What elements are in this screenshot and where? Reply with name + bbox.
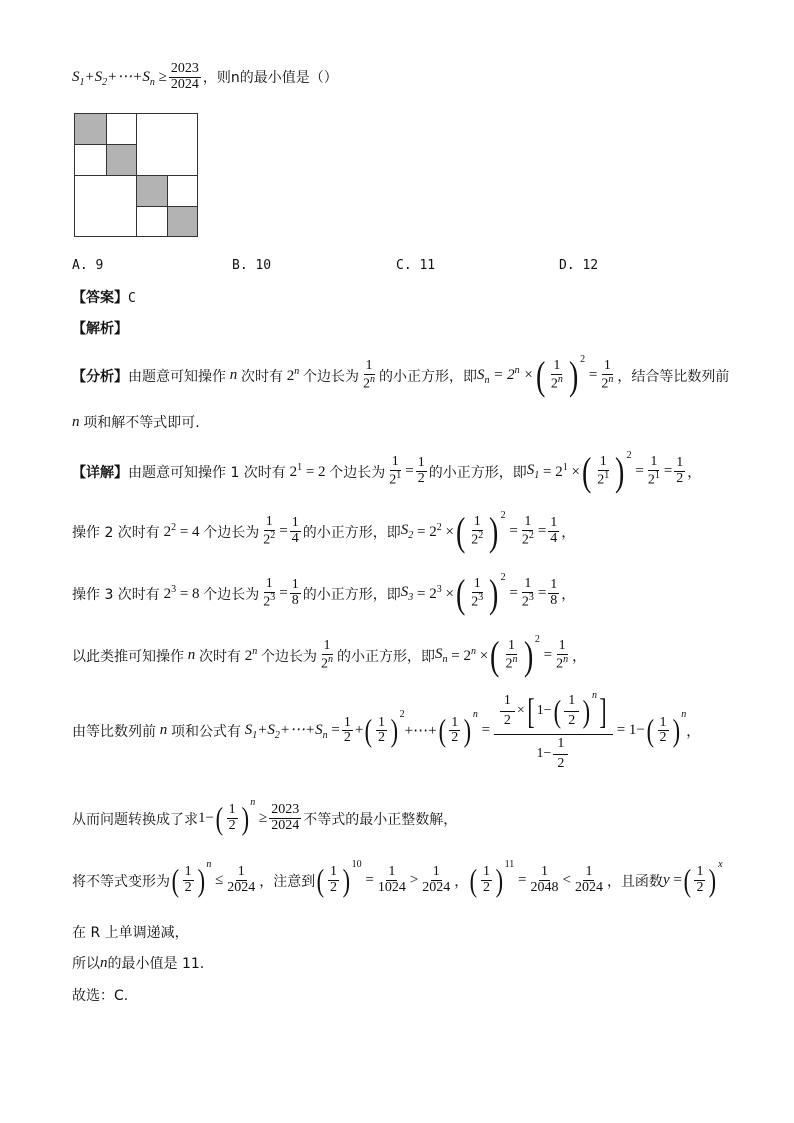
conversion-line: 从而问题转换成了求 1− ( $\frac{1}{2}$ ) n ≥ $\frac{2023}{2024}$ 不等式的最小正整数解， — [72, 797, 458, 836]
detail-tag: 【详解】 — [72, 464, 128, 481]
shaded-cell-4 — [168, 207, 197, 236]
question-text: ，则n的最小值是（） — [202, 70, 338, 87]
fenxi-line: 【分析】 由题意可知操作 n 次时有 2$^n$ 个边长为 $\frac{1}{2^n}$ 的小正方形，即 $S_n = 2^n$ × ( $\frac{1}{2^n}$ ) 2 = $\frac{1}{2^n}$ ，结合等比数列前 — [72, 353, 730, 398]
question-line — [72, 62, 338, 92]
sum-big-fraction: $\frac{1}{2}$ × [ 1− ( $\frac{1}{2}$ ) n ] 1− $\frac{1}{2}$ — [494, 690, 613, 771]
grid-line-h-mid — [75, 175, 197, 176]
answer-value: C — [128, 291, 136, 306]
analysis-tag: 【解析】 — [72, 321, 128, 337]
sum-expression: $S_1+S_2+\cdots+S_n$ ≥ — [72, 68, 167, 88]
detail-line-n: 以此类推可知操作 n 次时有 2$^n$ 个边长为 $\frac{1}{2^n}$ 的小正方形，即 $S_n$ = $2^n$ × ( $\frac{1}{2^n}$ ) 2 = $\frac{1}{2^n}$ ， — [72, 633, 587, 678]
answer-tag: 【答案】 — [72, 290, 128, 306]
shaded-cell-2 — [107, 145, 136, 175]
transform-line: 将不等式变形为 ( $\frac{1}{2}$ ) n ≤ $\frac{1}{2024}$ ，注意到 ( $\frac{1}{2}$ ) 10 = $\frac{1}{1024}$ > $\frac{1}{2024}$ ， ( $\frac{1}{2}$ ) 11 = $\frac{1}{2048}$ < $\frac{1}{2024}$ ，且函数 y = ( $\frac{1}{2}$ ) x — [72, 859, 723, 898]
shaded-cell-1 — [75, 114, 106, 144]
option-d[interactable]: D. 12 — [559, 258, 599, 273]
detail-line-2: 操作 2 次时有 $2^2 = 4$ 个边长为 $\frac{1}{2^2}$ = $\frac{1}{4}$ 的小正方形，即 $S_2$ = $2^2$ × ( $\frac{1}{2^2}$ ) 2 = $\frac{1}{2^2}$ = $\frac{1}{4}$ ， — [72, 509, 576, 554]
detail-line-3: 操作 3 次时有 $2^3 = 8$ 个边长为 $\frac{1}{2^3}$ = $\frac{1}{8}$ 的小正方形，即 $S_3$ = $2^3$ × ( $\frac{1}{2^3}$ ) 2 = $\frac{1}{2^3}$ = $\frac{1}{8}$ ， — [72, 571, 576, 616]
option-c[interactable]: C. 11 — [396, 258, 436, 273]
fenxi-tag: 【分析】 — [72, 368, 128, 385]
final-line: 故选：C. — [72, 988, 129, 1004]
square-figure — [74, 113, 198, 237]
detail-line-1: 【详解】 由题意可知操作 1 次时有 $2^1 = 2$ 个边长为 $\frac{1}{2^1}$ = $\frac{1}{2}$ 的小正方形，即 $S_1$ = $2^1$ × ( $\frac{1}{2^1}$ ) 2 = $\frac{1}{2^1}$ = $\frac{1}{2}$ ， — [72, 449, 702, 494]
sum-formula-line: 由等比数列前 n 项和公式有 $S_1+S_2+\cdots+S_n$ = $\frac{1}{2}$ + ( $\frac{1}{2}$ ) 2 +⋯+ ( $\frac{1}{2}$ ) n = $\frac{1}{2}$ × [ 1− ( $\frac{1}{2}$ ) n ] 1− $\frac{1}{2}$ = 1− ( $\frac{1}{2}$ ) n ， — [72, 689, 701, 771]
fraction-2023-2024: $\frac{2023}{2024}$ — [170, 61, 199, 92]
shaded-cell-3 — [137, 176, 167, 206]
answer-line — [72, 287, 136, 307]
monotone-line: 在 R 上单调递减， — [72, 925, 189, 941]
result-line: 所以 n 的最小值是 11. — [72, 954, 205, 972]
fenxi-line-2: n 项和解不等式即可. — [72, 413, 200, 431]
option-b[interactable]: B. 10 — [232, 258, 272, 273]
option-a[interactable]: A. 9 — [72, 258, 104, 273]
